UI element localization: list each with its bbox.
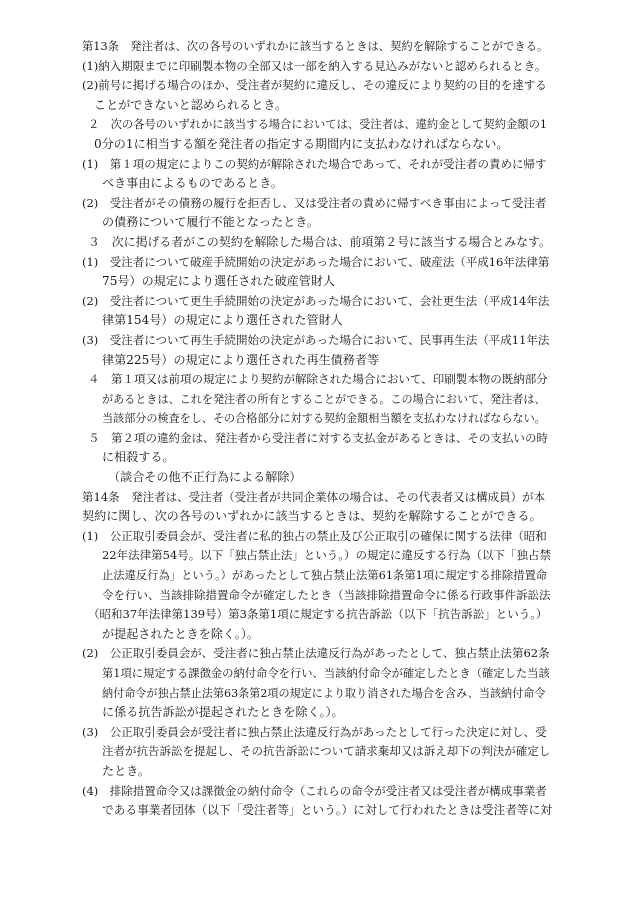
article-14-item-2-cont-3: に係る抗告訴訟が提起されたときを除く。）。: [102, 705, 344, 720]
article-13-para-3-item-1-cont: 75号）の規定により選任された破産管財人: [102, 274, 336, 289]
article-14-item-3: (3) 公正取引委員会が受注者に独占禁止法違反行為があったとして行った決定に対し、受: [82, 724, 547, 739]
article-13-para-2-item-1-cont: べき事由によるものであるとき。: [102, 176, 283, 191]
article-13-para-3-item-1: (1) 受注者について破産手続開始の決定があった場合において、破産法（平成16年法律第: [82, 254, 550, 269]
article-13-para-2-item-2: (2) 受注者がその債務の履行を拒否し、又は受注者の責めに帰すべき事由によって受注者: [82, 195, 547, 210]
article-13-para-5-cont: に相殺する。: [102, 450, 175, 465]
article-13-item-1: (1)納入期限までに印刷製本物の全部又は一部を納入する見込みがないと認められるとき。: [82, 58, 547, 73]
article-14-item-1: (1) 公正取引委員会が、受注者に私的独占の禁止及び公正取引の確保に関する法律（昭和: [82, 528, 547, 543]
article-13-para-3-item-3: (3) 受注者について再生手続開始の決定があった場合において、民事再生法（平成11年法: [82, 332, 550, 347]
article-14-item-1-cont-4: （昭和37年法律第139号）第3条第1項に規定する抗告訴訟（以下「抗告訴訟」という。）: [88, 607, 548, 622]
article-14-heading: 第14条 発注者は、受注者（受注者が共同企業体の場合は、その代表者又は構成員）が本: [82, 489, 546, 504]
article-14-item-4-cont-1: である事業者団体（以下「受注者等」という。）に対して行われたときは受注者等に対: [102, 803, 552, 818]
article-13-para-3-item-2-cont: 律第154号）の規定により選任された管財人: [102, 313, 343, 328]
article-14-item-2: (2) 公正取引委員会が、受注者に独占禁止法違反行為があったとして、独占禁止法第62条: [82, 646, 550, 661]
article-14-item-1-cont-1: 22年法律第54号。以下「独占禁止法」という。）の規定に違反する行為（以下「独占禁: [102, 548, 552, 563]
article-13-heading: 第13条 発注者は、次の各号のいずれかに該当するときは、契約を解除することができる。: [82, 40, 549, 53]
article-14-item-2-cont-2: 納付命令が独占禁止法第63条第2項の規定により取り消された場合を含み、当該納付命令: [102, 686, 546, 700]
article-13-para-4-cont-1: があるときは、これを発注者の所有とすることができる。この場合において、発注者は、: [102, 392, 546, 406]
article-13-para-2-item-2-cont: の債務について履行不能となったとき。: [102, 215, 319, 230]
article-14-item-1-cont-5: が提起されたときを除く。）。: [102, 626, 259, 641]
article-13-item-2: (2)前号に掲げる場合のほか、受注者が契約に違反し、その違反により契約の目的を達する: [82, 78, 547, 93]
article-13-para-3: ３ 次に掲げる者がこの契約を解除した場合は、前項第２号に該当する場合とみなす。: [88, 234, 551, 249]
article-14-item-3-cont-1: 注者が抗告訴訟を提起し、その抗告訴訟について請求棄却又は訴え却下の判決が確定し: [102, 744, 551, 759]
article-13-para-3-item-2: (2) 受注者について更生手続開始の決定があった場合において、会社更生法（平成14年法: [82, 293, 550, 308]
article-14-caption: （談合その他不正行為による解除）: [108, 470, 302, 485]
document-page: [82, 37, 552, 821]
article-13-para-3-item-3-cont: 律第225号）の規定により選任された再生債務者等: [102, 352, 380, 367]
article-14-item-3-cont-2: たとき。: [102, 763, 150, 778]
article-13-para-4: ４ 第１項又は前項の規定により契約が解除された場合において、印刷製本物の既納部分: [88, 372, 548, 387]
article-13-para-2-cont: 0分の1に相当する額を発注者の指定する期間内に支払わなければならない。: [94, 136, 509, 151]
article-13-para-5: ５ 第２項の違約金は、発注者から受注者に対する支払金があるときは、その支払いの時: [88, 430, 548, 445]
article-13-para-2: ２ 次の各号のいずれかに該当する場合においては、受注者は、違約金として契約金額の1: [88, 118, 548, 132]
article-14-item-1-cont-2: 止法違反行為」という。）があったとして独占禁止法第61条第1項に規定する排除措置命: [102, 569, 548, 583]
article-14-heading-cont: 契約に関し、次の各号のいずれかに該当するときは、契約を解除することができる。: [82, 509, 542, 524]
article-14-item-4: (4) 排除措置命令又は課徴金の納付命令（これらの命令が受注者又は受注者が構成事業者: [82, 783, 547, 798]
article-14-item-1-cont-3: 令を行い、当該排除措置命令が確定したとき（当該排除措置命令に係る行政事件訴訟法: [102, 587, 551, 602]
article-13-para-2-item-1: (1) 第１項の規定によりこの契約が解除された場合であって、それが受注者の責めに帰す: [82, 156, 547, 171]
article-13-item-2-cont: ことができないと認められるとき。: [94, 97, 288, 112]
article-14-item-2-cont-1: 第1項に規定する課徴金の納付命令を行い、当該納付命令が確定したとき（確定した当該: [102, 667, 550, 680]
article-13-para-4-cont-2: 当該部分の検査をし、その合格部分に対する契約金額相当額を支払わなければならない。: [102, 412, 546, 426]
